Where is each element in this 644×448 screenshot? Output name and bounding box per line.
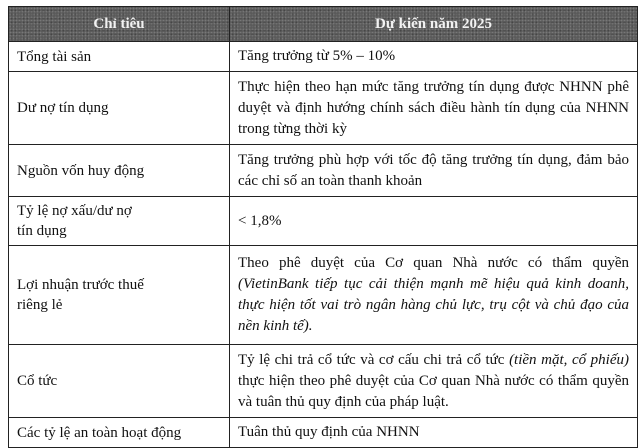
table-row — [9, 345, 638, 418]
indicator-credit-balance: Dư nợ tín dụng — [9, 72, 230, 145]
indicator-mobilized-capital: Nguồn vốn huy động — [9, 145, 230, 197]
table-row — [9, 42, 638, 72]
indicator-npl-ratio — [9, 197, 230, 246]
table-row — [9, 246, 638, 345]
plan-dividend-part2: thực hiện theo phê duyệt của Cơ quan Nhà nước có thẩm quyền và tuân thủ quy định của pháp luật. — [238, 372, 629, 410]
indicator-total-assets: Tổng tài sản — [9, 42, 230, 72]
plan-dividend-italic: (tiền mặt, cổ phiếu) — [509, 351, 630, 368]
indicator-pretax-profit — [9, 246, 230, 345]
plan-dividend — [230, 345, 638, 418]
plan-npl-ratio: < 1,8% — [230, 197, 638, 246]
indicator-profit-line2: riêng lẻ — [17, 297, 63, 313]
table-header-row — [9, 7, 638, 42]
indicator-npl-line1: Tỷ lệ nợ xấu/dư nợ — [17, 203, 132, 219]
table-row — [9, 72, 638, 145]
indicator-safety-ratios: Các tỷ lệ an toàn hoạt động — [9, 418, 230, 448]
plan-pretax-profit — [230, 246, 638, 345]
plan-profit-text: Theo phê duyệt của Cơ quan Nhà nước có thẩm quyền — [238, 255, 629, 271]
plan-dividend-part1: Tỷ lệ chi trả cổ tức và cơ cấu chi trả cổ tức — [238, 351, 505, 368]
plan-total-assets: Tăng trưởng từ 5% – 10% — [230, 42, 638, 72]
plan-credit-balance: Thực hiện theo hạn mức tăng trưởng tín dụng được NHNN phê duyệt và định hướng chính sách điều hành tín dụng của NHNN trong từng thời kỳ — [230, 72, 638, 145]
header-plan-2025: Dự kiến năm 2025 — [230, 7, 638, 42]
plan-mobilized-capital: Tăng trưởng phù hợp với tốc độ tăng trưởng tín dụng, đảm bảo các chỉ số an toàn thanh khoản — [230, 145, 638, 197]
table-row — [9, 145, 638, 197]
indicator-npl-line2: tín dụng — [17, 223, 67, 239]
indicator-dividend: Cổ tức — [9, 345, 230, 418]
table-row — [9, 418, 638, 448]
header-indicator: Chỉ tiêu — [9, 7, 230, 42]
table-row — [9, 197, 638, 246]
plan-profit-note: (VietinBank tiếp tục cải thiện mạnh mẽ hiệu quả kinh doanh, thực hiện tốt vai trò ngân hàng chủ lực, trụ cột và chủ đạo của nền kinh tế). — [238, 276, 629, 334]
targets-table — [8, 6, 638, 448]
plan-safety-ratios: Tuân thủ quy định của NHNN — [230, 418, 638, 448]
indicator-profit-line1: Lợi nhuận trước thuế — [17, 277, 144, 293]
